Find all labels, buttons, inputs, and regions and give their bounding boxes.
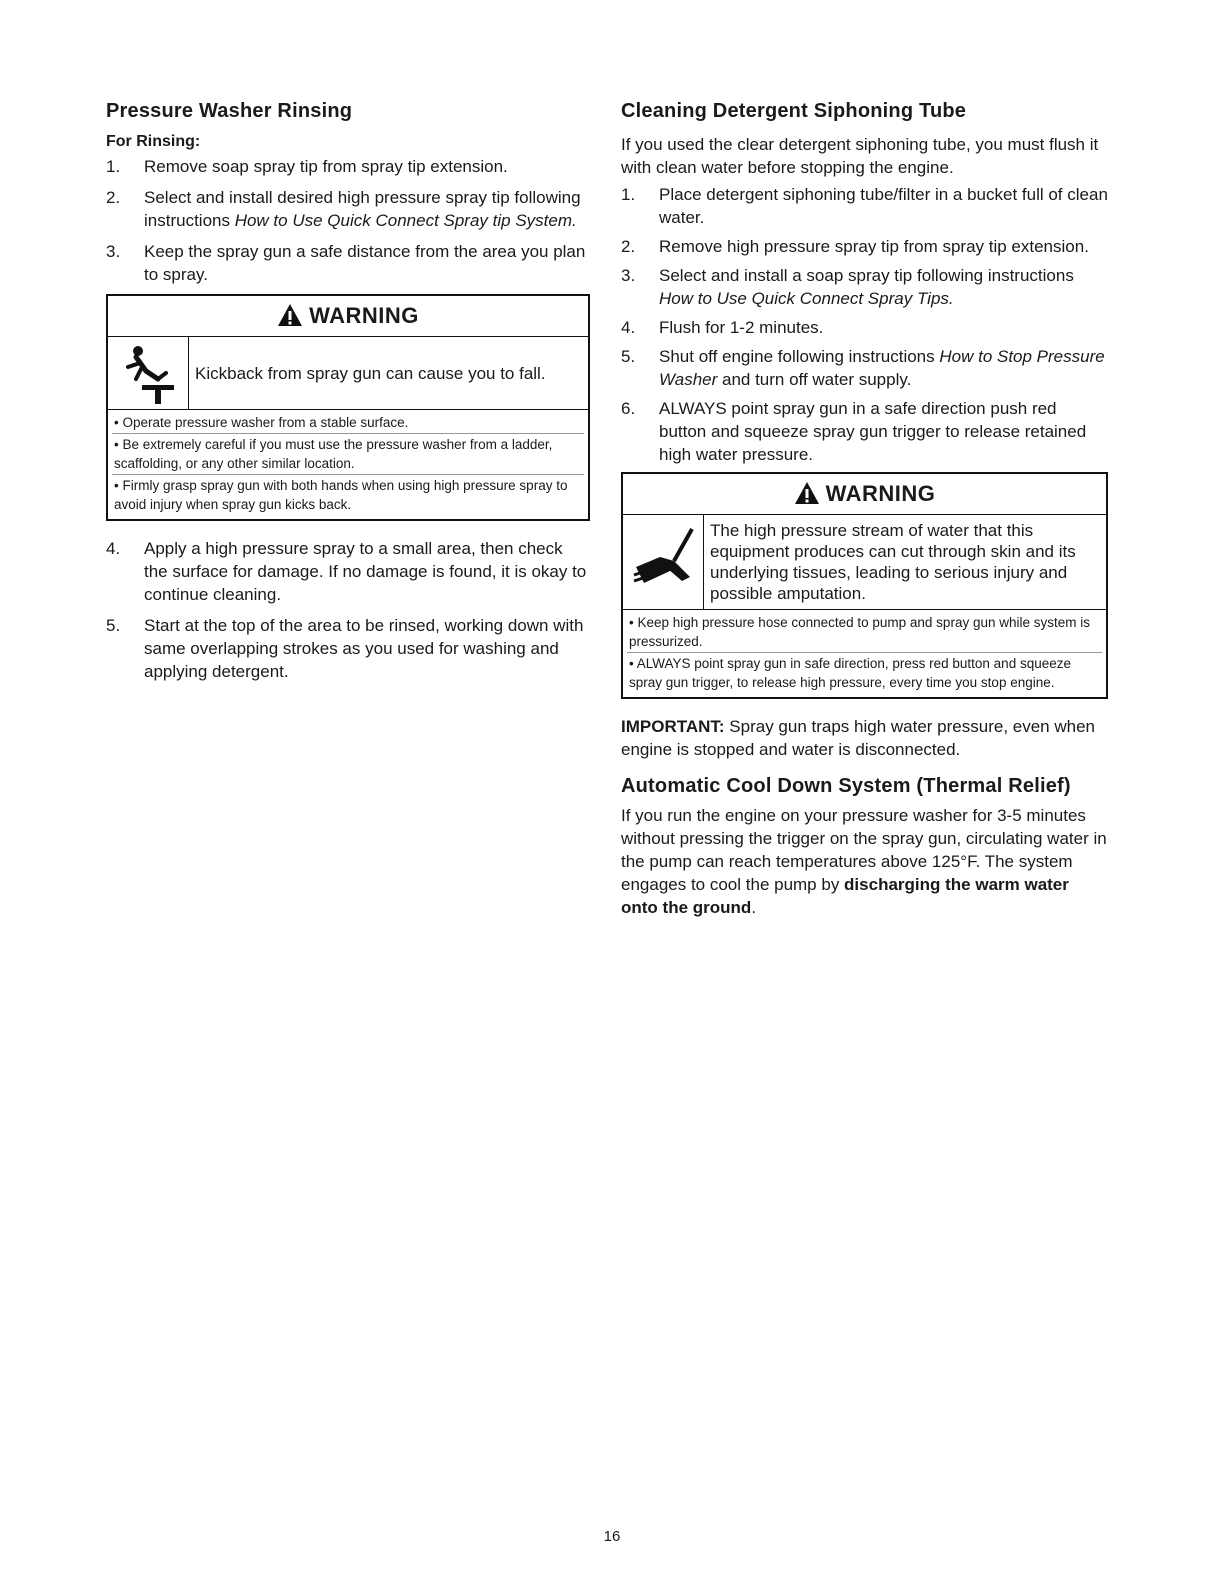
section-title-rinsing: Pressure Washer Rinsing	[106, 100, 353, 122]
step-number: 3.	[621, 266, 636, 285]
list-item	[621, 183, 1108, 229]
step-reference: How to Use Quick Connect Spray Tips.	[659, 289, 954, 308]
step-number: 6.	[621, 399, 636, 418]
step-number: 4.	[106, 539, 121, 558]
warning-main-text: Kickback from spray gun can cause you to fall.	[195, 363, 546, 383]
right-column	[621, 100, 1108, 919]
list-item	[106, 155, 590, 178]
injection-warning-box	[621, 472, 1108, 699]
list-item	[621, 397, 1108, 466]
warning-bullet: • Keep high pressure hose connected to pump and spray gun while system is pressurized.	[627, 612, 1102, 653]
step-reference: How to Use Quick Connect Spray tip System.	[234, 211, 577, 230]
warning-bullets	[108, 410, 588, 519]
step-text: Apply a high pressure spray to a small area, then check the surface for damage. If no damage is found, it is okay to continue cleaning.	[144, 539, 587, 604]
step-text: Start at the top of the area to be rinsed, working down with same overlapping strokes as you used for washing and applying detergent.	[144, 616, 584, 681]
siphoning-steps-list	[621, 183, 1108, 466]
warning-header	[108, 296, 588, 337]
warning-header	[623, 474, 1106, 515]
step-text: Flush for 1-2 minutes.	[659, 318, 824, 337]
step-number: 1.	[621, 185, 636, 204]
warning-bullet: • Operate pressure washer from a stable surface.	[112, 412, 584, 434]
cooldown-end: .	[751, 898, 757, 917]
warning-triangle-icon	[277, 303, 303, 327]
list-item	[106, 240, 590, 286]
rinsing-steps-list	[106, 155, 590, 286]
warning-triangle-icon	[794, 481, 820, 505]
warning-main-text: The high pressure stream of water that this equipment produces can cut through skin and its underlying tissues, leading to serious injury and possible amputation.	[710, 521, 1076, 603]
step-text: Keep the spray gun a safe distance from the area you plan to spray.	[144, 242, 586, 284]
step-number: 2.	[106, 188, 121, 207]
warning-heading: WARNING	[825, 481, 936, 506]
step-text: Shut off engine following instructions	[659, 347, 940, 366]
page-number: 16	[603, 1528, 621, 1545]
warning-bullet: • Firmly grasp spray gun with both hands when using high pressure spray to avoid injury when spray gun kicks back.	[114, 478, 568, 512]
kickback-warning-box	[106, 294, 590, 521]
rinsing-steps-list-continued	[106, 537, 590, 683]
warning-bullets	[623, 610, 1106, 697]
cooldown-bold-text: discharging the warm water onto the ground	[621, 875, 1069, 917]
warning-bullet: • Be extremely careful if you must use the pressure washer from a ladder, scaffolding, or any other similar location.	[112, 434, 584, 475]
list-item	[621, 316, 1108, 339]
warning-main-row	[108, 337, 588, 410]
step-text-after: and turn off water supply.	[717, 370, 912, 389]
list-item	[621, 345, 1108, 391]
important-text: Spray gun traps high water pressure, even when engine is stopped and water is disconnected.	[621, 717, 1095, 759]
step-number: 4.	[621, 318, 636, 337]
step-number: 2.	[621, 237, 636, 256]
list-item	[621, 264, 1108, 310]
step-number: 5.	[106, 616, 121, 635]
section-title-cooldown: Automatic Cool Down System (Thermal Relief)	[621, 775, 1071, 797]
warning-bullet: • ALWAYS point spray gun in safe direction, press red button and squeeze spray gun trigger, to release high pressure, every time you stop engine.	[629, 656, 1071, 690]
cooldown-text: If you run the engine on your pressure washer for 3-5 minutes without pressing the trigger on the spray gun, circulating water in the pump can reach temperatures above 125°F. The system engages to cool the pump by	[621, 806, 1107, 894]
warning-heading: WARNING	[309, 303, 419, 328]
step-number: 3.	[106, 242, 121, 261]
list-item	[621, 235, 1108, 258]
left-column	[106, 100, 590, 691]
step-number: 1.	[106, 157, 121, 176]
step-text: Select and install desired high pressure spray tip following instructions	[144, 188, 581, 230]
subheading-for-rinsing: For Rinsing:	[106, 133, 201, 150]
list-item	[106, 614, 590, 683]
step-text: Remove high pressure spray tip from spray tip extension.	[659, 237, 1089, 256]
slip-fall-hazard-icon	[108, 337, 189, 409]
step-text: ALWAYS point spray gun in a safe direction push red button and squeeze spray gun trigger to release retained high water pressure.	[659, 399, 1087, 464]
step-number: 5.	[621, 347, 636, 366]
section-title-siphoning: Cleaning Detergent Siphoning Tube	[621, 100, 967, 122]
list-item	[106, 537, 590, 606]
step-text: Remove soap spray tip from spray tip extension.	[144, 157, 508, 176]
list-item	[106, 186, 590, 232]
warning-main-row	[623, 515, 1106, 610]
important-label: IMPORTANT:	[621, 717, 725, 736]
step-reference: How to Stop Pressure Washer	[659, 347, 1105, 389]
important-note	[621, 715, 1108, 761]
step-text: Select and install a soap spray tip following instructions	[659, 266, 1074, 285]
step-text: Place detergent siphoning tube/filter in a bucket full of clean water.	[659, 185, 1108, 227]
intro-paragraph: If you used the clear detergent siphoning tube, you must flush it with clean water before stopping the engine.	[621, 135, 1099, 177]
cooldown-paragraph	[621, 804, 1108, 919]
high-pressure-injection-icon	[623, 515, 704, 609]
